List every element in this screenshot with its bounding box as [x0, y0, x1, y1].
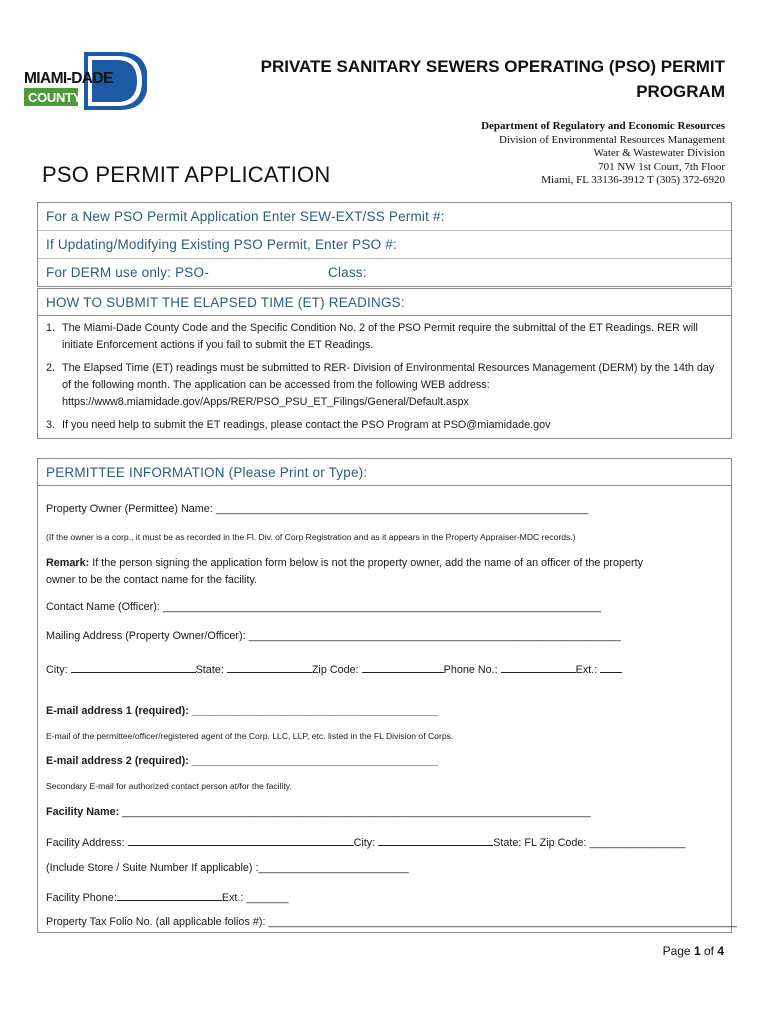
state-label: State:: [195, 664, 224, 676]
ext-input[interactable]: [600, 661, 622, 673]
mailing-address-field[interactable]: [46, 630, 621, 642]
remark-text-continued: owner to be the contact name for the facility.: [46, 574, 258, 586]
email1-label: E-mail address 1 (required):: [46, 705, 192, 717]
facility-state-zip-label: State: FL Zip Code:: [493, 837, 590, 849]
facility-address-row: [46, 834, 686, 849]
facility-city-input[interactable]: [378, 834, 493, 846]
derm-use-row: [38, 259, 731, 286]
email2-note: Secondary E-mail for authorized contact person at/for the facility.: [46, 781, 292, 791]
email1-input[interactable]: _________________________________________: [191, 705, 439, 717]
facility-address-label: Facility Address:: [46, 837, 128, 849]
contact-name-field[interactable]: [46, 601, 601, 613]
facility-ext-input[interactable]: _______: [246, 892, 289, 904]
total-pages: 4: [717, 944, 724, 958]
email2-label: E-mail address 2 (required):: [46, 755, 192, 767]
email1-note: E-mail of the permittee/officer/registered agent of the Corp. LLC, LLP, etc. listed in the FL Division of Corps.: [46, 731, 454, 741]
permit-number-box: [37, 202, 732, 287]
facility-city-label: City:: [353, 837, 379, 849]
class-label: Class:: [328, 265, 367, 280]
email2-field[interactable]: [46, 755, 438, 767]
svg-text:COUNTY: COUNTY: [28, 90, 82, 105]
current-page: 1: [693, 944, 701, 958]
folio-field[interactable]: [46, 916, 737, 928]
update-permit-label: If Updating/Modifying Existing PSO Permit, Enter PSO #:: [46, 237, 397, 252]
email1-field[interactable]: [46, 705, 438, 717]
facility-ext-label: Ext.:: [221, 892, 247, 904]
corp-note: (If the owner is a corp., it must be as recorded in the Fl. Div. of Corp Registration and as it appears in the Property Appraiser-MDC records.): [46, 532, 576, 542]
page-word: Page: [662, 944, 694, 958]
page-number: [663, 944, 724, 958]
remark-text: If the person signing the application form below is not the property owner, add the name of an officer of the property: [89, 557, 643, 569]
email2-input[interactable]: _________________________________________: [191, 755, 439, 767]
subdivision-name: Water & Wastewater Division: [593, 147, 725, 160]
list-item-text: The Miami-Dade County Code and the Specific Condition No. 2 of the PSO Permit require the submittal of the ET Readings. RER will initiate Enforcement actions if you fail to submit the ET Readings.: [62, 322, 698, 351]
facility-address-input[interactable]: [128, 834, 354, 846]
facility-phone-row: [46, 889, 288, 904]
suite-label: (Include Store / Suite Number If applicable) :: [46, 862, 259, 874]
list-item-text: The Elapsed Time (ET) readings must be submitted to RER- Division of Environmental Resources Management (DERM) by the 14th day of the following month. The application can be accessed from the following WEB address: https://www8.miamidade.gov/Apps/RER/PSO_PSU_ET_Filings/General/Default.aspx: [62, 362, 715, 408]
contact-name-input[interactable]: _________________________________________________________________________: [162, 601, 602, 613]
owner-name-input[interactable]: ______________________________________________________________: [215, 503, 589, 515]
list-item-text: If you need help to submit the ET readings, please contact the PSO Program at PSO@miamidade.gov: [62, 419, 551, 431]
city-label: City:: [46, 664, 68, 676]
list-item: [46, 320, 723, 354]
department-address: [365, 120, 725, 188]
facility-name-label: Facility Name:: [46, 806, 123, 818]
remark-label: Remark:: [46, 557, 90, 569]
remark: [46, 557, 643, 569]
permittee-form: [37, 485, 737, 933]
zip-input[interactable]: [362, 661, 444, 673]
new-permit-row[interactable]: [38, 203, 731, 231]
folio-label: Property Tax Folio No. (all applicable folios #):: [46, 916, 269, 928]
street-address: 701 NW 1st Court, 7th Floor: [598, 160, 725, 173]
new-permit-label: For a New PSO Permit Application Enter SEW-EXT/SS Permit #:: [46, 209, 445, 224]
contact-name-label: Contact Name (Officer):: [46, 601, 163, 613]
program-title: [205, 54, 725, 104]
miami-dade-county-logo: [22, 52, 147, 110]
list-item-number: 1.: [46, 322, 56, 334]
list-item-number: 3.: [46, 419, 56, 431]
facility-zip-input[interactable]: ________________: [589, 837, 686, 849]
suite-field[interactable]: [46, 862, 409, 874]
folio-input[interactable]: ______________________________________________________________________________: [268, 916, 737, 928]
derm-use-label: For DERM use only: PSO-: [46, 265, 209, 280]
of-word: of: [700, 944, 718, 958]
howto-list: [37, 315, 732, 439]
phone-label: Phone No.:: [443, 664, 498, 676]
facility-phone-input[interactable]: [117, 889, 222, 901]
program-title-line1: PRIVATE SANITARY SEWERS OPERATING (PSO) PERMIT: [260, 57, 725, 76]
update-permit-row[interactable]: [38, 231, 731, 259]
facility-phone-label: Facility Phone:: [46, 892, 117, 904]
owner-name-label: Property Owner (Permittee) Name:: [46, 503, 216, 515]
list-item-number: 2.: [46, 362, 56, 374]
svg-text:MIAMI-DADE: MIAMI-DADE: [24, 70, 113, 87]
ext-label: Ext.:: [575, 664, 598, 676]
program-title-line2: PROGRAM: [636, 82, 725, 101]
suite-input[interactable]: _________________________: [258, 862, 409, 874]
mailing-address-label: Mailing Address (Property Owner/Officer):: [46, 630, 249, 642]
howto-heading: HOW TO SUBMIT THE ELAPSED TIME (ET) READINGS:: [37, 288, 732, 316]
state-input[interactable]: [227, 661, 312, 673]
city-state-zip-row: [46, 661, 622, 676]
list-item: [46, 360, 723, 411]
facility-name-input[interactable]: ______________________________________________________________________________: [122, 806, 591, 818]
permittee-heading: PERMITTEE INFORMATION (Please Print or Type):: [37, 458, 732, 486]
division-name: Division of Environmental Resources Management: [498, 133, 725, 146]
department-name: Department of Regulatory and Economic Resources: [481, 120, 725, 132]
list-item: [46, 417, 723, 434]
application-title: PSO PERMIT APPLICATION: [42, 162, 331, 187]
city-phone: Miami, FL 33136-3912 T (305) 372-6920: [541, 174, 725, 187]
mailing-address-input[interactable]: ______________________________________________________________: [248, 630, 621, 642]
zip-label: Zip Code:: [311, 664, 359, 676]
city-input[interactable]: [71, 661, 196, 673]
phone-input[interactable]: [501, 661, 576, 673]
facility-name-field[interactable]: [46, 806, 591, 818]
owner-name-field[interactable]: [46, 503, 588, 515]
